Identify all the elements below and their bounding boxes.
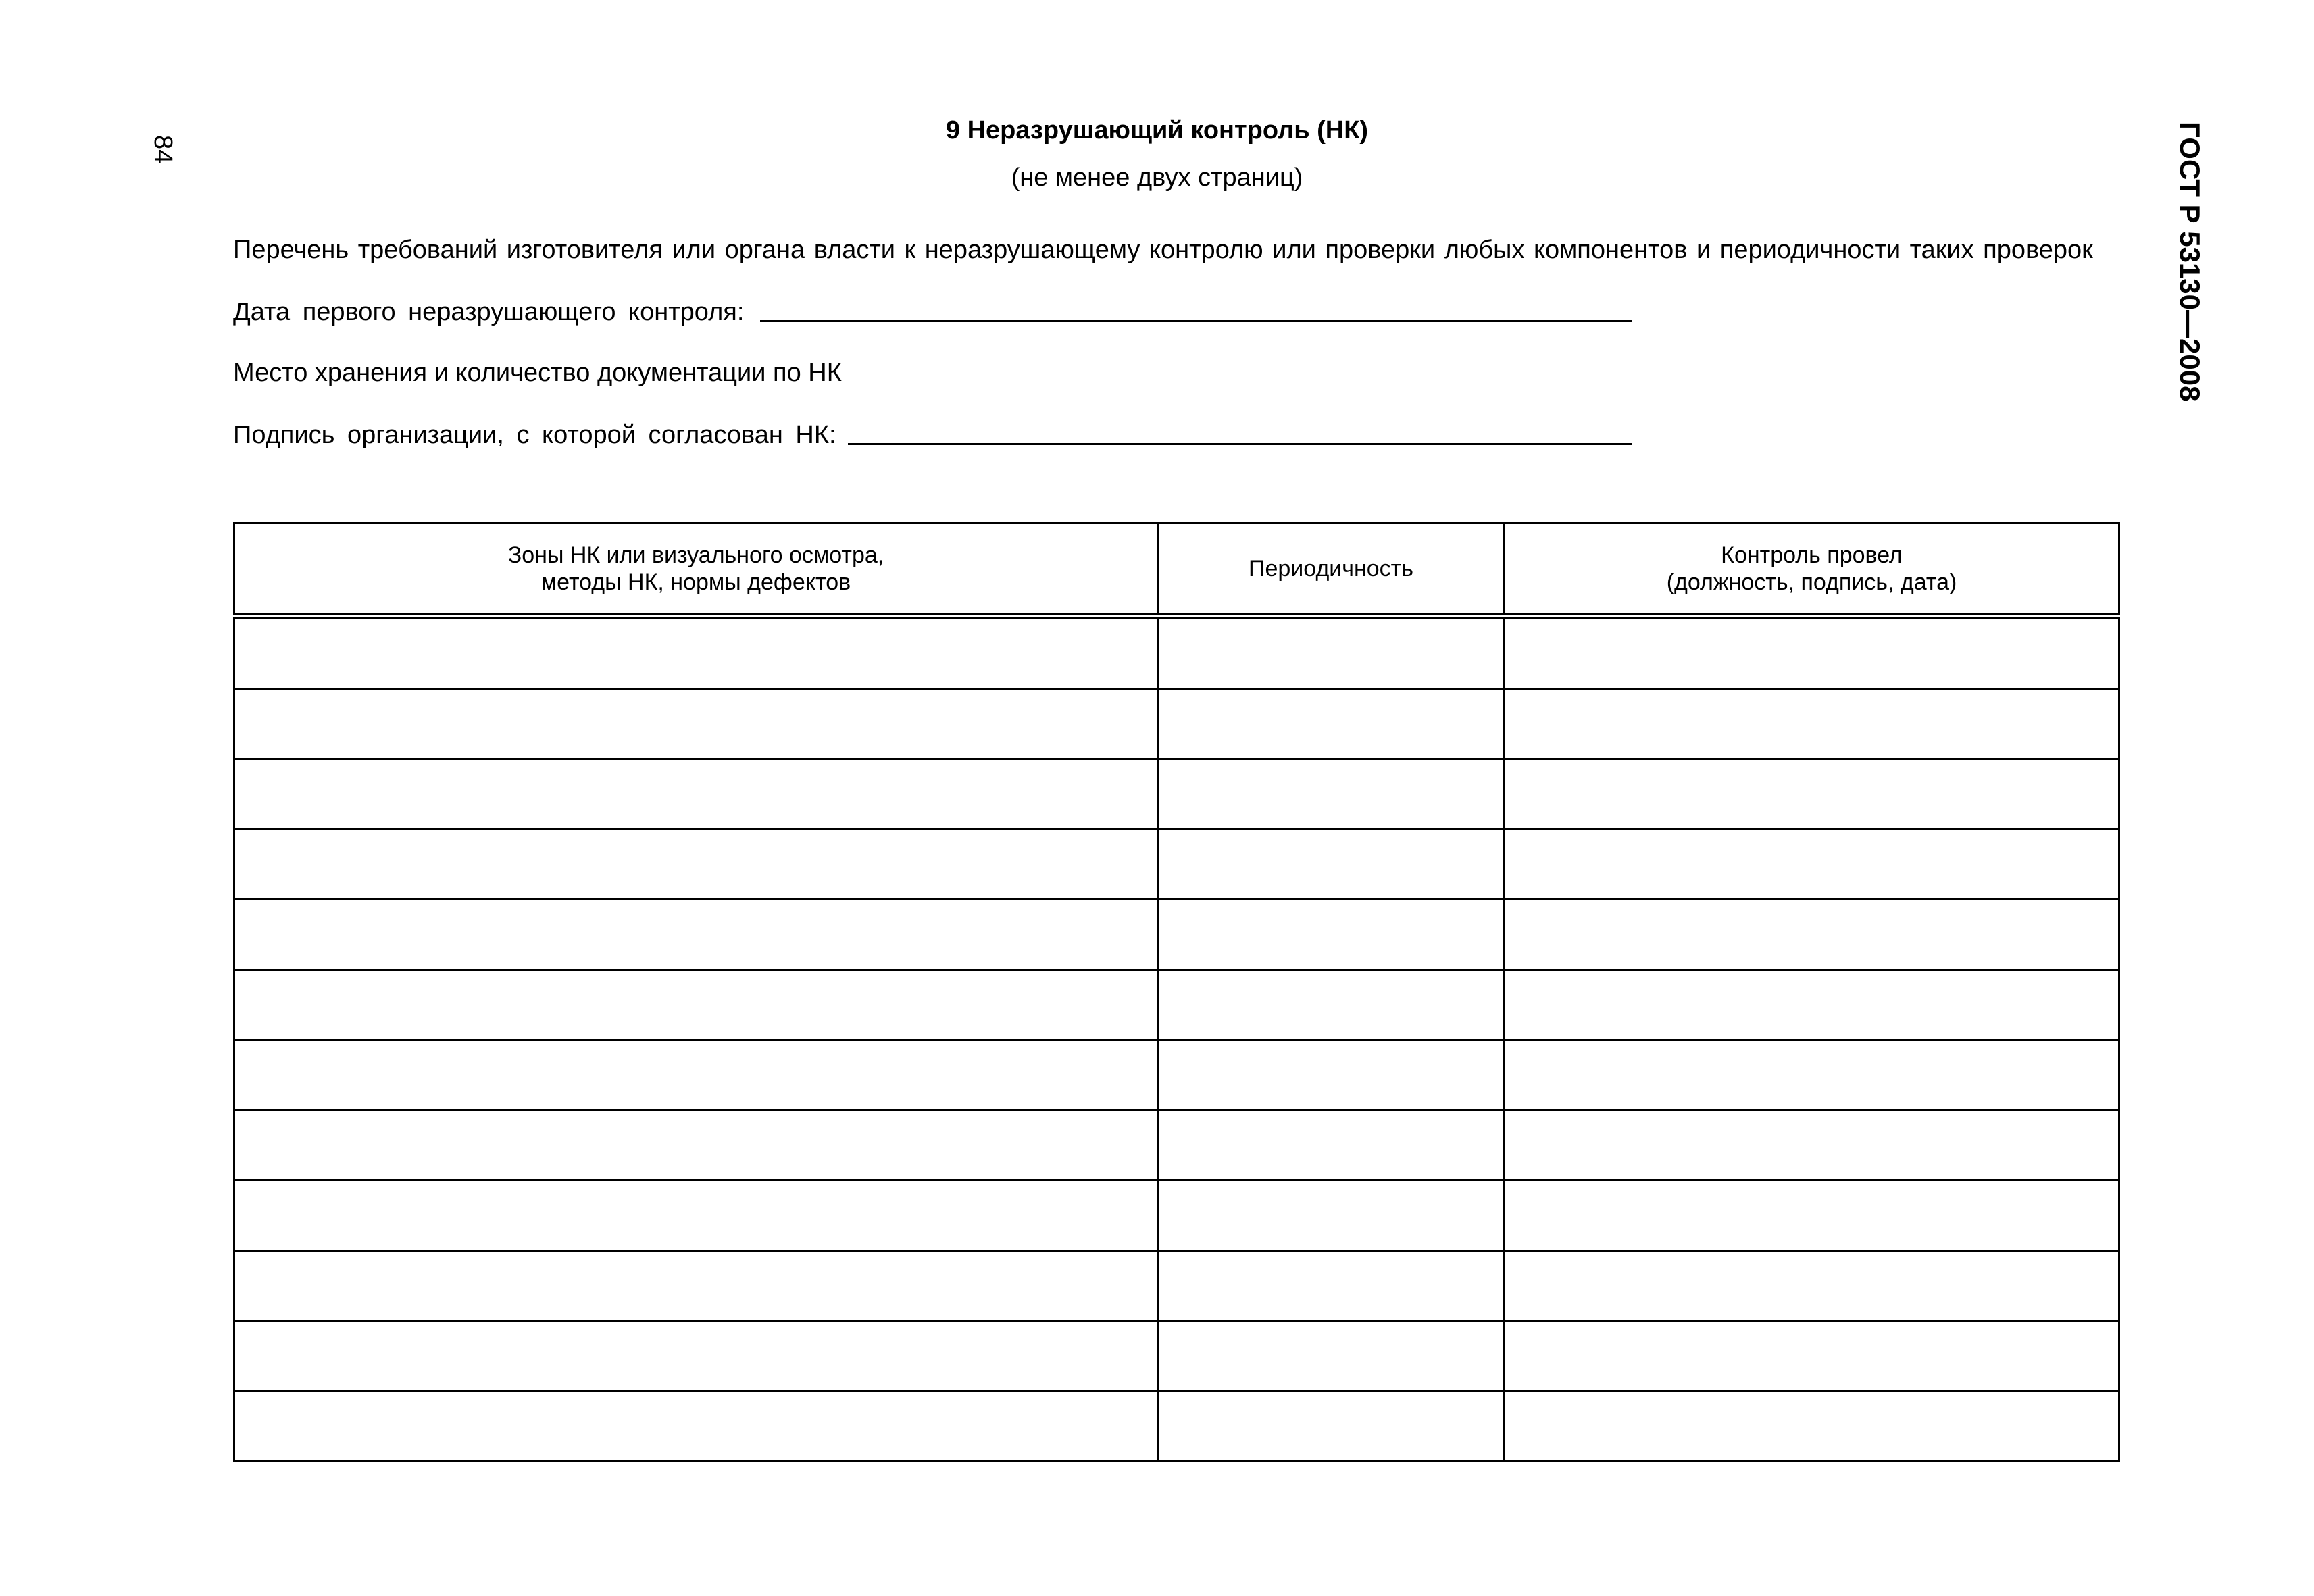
section-title: 9 Неразрушающий контроль (НК) xyxy=(945,116,1369,145)
cell-zones[interactable] xyxy=(234,1321,1158,1391)
standard-id: ГОСТ Р 53130—2008 xyxy=(2174,122,2206,402)
cell-zones[interactable] xyxy=(234,970,1158,1040)
cell-zones[interactable] xyxy=(234,900,1158,970)
cell-zones[interactable] xyxy=(234,689,1158,759)
cell-zones[interactable] xyxy=(234,617,1158,689)
cell-zones[interactable] xyxy=(234,1391,1158,1462)
cell-zones[interactable] xyxy=(234,1040,1158,1110)
table-row xyxy=(234,759,2119,829)
table-row xyxy=(234,1110,2119,1181)
cell-periodicity[interactable] xyxy=(1158,900,1505,970)
signature-field[interactable] xyxy=(848,443,1632,445)
first-date-label: Дата первого неразрушающего контроля: xyxy=(233,298,745,326)
header-zones xyxy=(234,523,1158,617)
cell-periodicity[interactable] xyxy=(1158,1040,1505,1110)
table-body xyxy=(234,617,2119,1462)
cell-periodicity[interactable] xyxy=(1158,1181,1505,1251)
header-periodicity xyxy=(1158,523,1505,617)
page-number: 84 xyxy=(149,135,177,164)
cell-zones[interactable] xyxy=(234,1110,1158,1181)
table-row xyxy=(234,829,2119,900)
cell-periodicity[interactable] xyxy=(1158,1321,1505,1391)
table-row xyxy=(234,617,2119,689)
signature-label: Подпись организации, с которой согласован НК: xyxy=(233,421,836,449)
table-row xyxy=(234,1040,2119,1110)
table-row xyxy=(234,1391,2119,1462)
cell-inspector[interactable] xyxy=(1505,1321,2119,1391)
cell-inspector[interactable] xyxy=(1505,759,2119,829)
table-row xyxy=(234,689,2119,759)
cell-periodicity[interactable] xyxy=(1158,1391,1505,1462)
first-date-field[interactable] xyxy=(760,320,1632,322)
cell-zones[interactable] xyxy=(234,759,1158,829)
cell-inspector[interactable] xyxy=(1505,900,2119,970)
cell-periodicity[interactable] xyxy=(1158,970,1505,1040)
cell-inspector[interactable] xyxy=(1505,617,2119,689)
section-subtitle: (не менее двух страниц) xyxy=(1011,163,1303,192)
cell-periodicity[interactable] xyxy=(1158,617,1505,689)
documentation-label: Место хранения и количество документации по НК xyxy=(233,359,842,387)
cell-zones[interactable] xyxy=(234,1251,1158,1321)
cell-periodicity[interactable] xyxy=(1158,1251,1505,1321)
table-row xyxy=(234,900,2119,970)
cell-inspector[interactable] xyxy=(1505,1391,2119,1462)
header-zones-line2: методы НК, нормы дефектов xyxy=(540,569,851,595)
header-inspector-line1: Контроль провел xyxy=(1721,542,1903,568)
header-periodicity-line1: Периодичность xyxy=(1249,556,1413,582)
cell-periodicity[interactable] xyxy=(1158,1110,1505,1181)
cell-periodicity[interactable] xyxy=(1158,759,1505,829)
ndt-table xyxy=(233,522,2120,1462)
header-inspector-line2: (должность, подпись, дата) xyxy=(1666,569,1957,595)
cell-inspector[interactable] xyxy=(1505,829,2119,900)
cell-periodicity[interactable] xyxy=(1158,829,1505,900)
cell-zones[interactable] xyxy=(234,1181,1158,1251)
cell-periodicity[interactable] xyxy=(1158,689,1505,759)
cell-zones[interactable] xyxy=(234,829,1158,900)
table-row xyxy=(234,1321,2119,1391)
table-header-row xyxy=(234,523,2119,617)
cell-inspector[interactable] xyxy=(1505,1181,2119,1251)
table-row xyxy=(234,970,2119,1040)
cell-inspector[interactable] xyxy=(1505,689,2119,759)
table-row xyxy=(234,1251,2119,1321)
header-inspector xyxy=(1505,523,2119,617)
cell-inspector[interactable] xyxy=(1505,1110,2119,1181)
header-zones-line1: Зоны НК или визуального осмотра, xyxy=(507,542,884,568)
table-row xyxy=(234,1181,2119,1251)
requirements-text: Перечень требований изготовителя или органа власти к неразрушающему контролю или проверки любых компонентов и периодичности таких проверок xyxy=(233,236,2093,264)
cell-inspector[interactable] xyxy=(1505,970,2119,1040)
cell-inspector[interactable] xyxy=(1505,1040,2119,1110)
cell-inspector[interactable] xyxy=(1505,1251,2119,1321)
